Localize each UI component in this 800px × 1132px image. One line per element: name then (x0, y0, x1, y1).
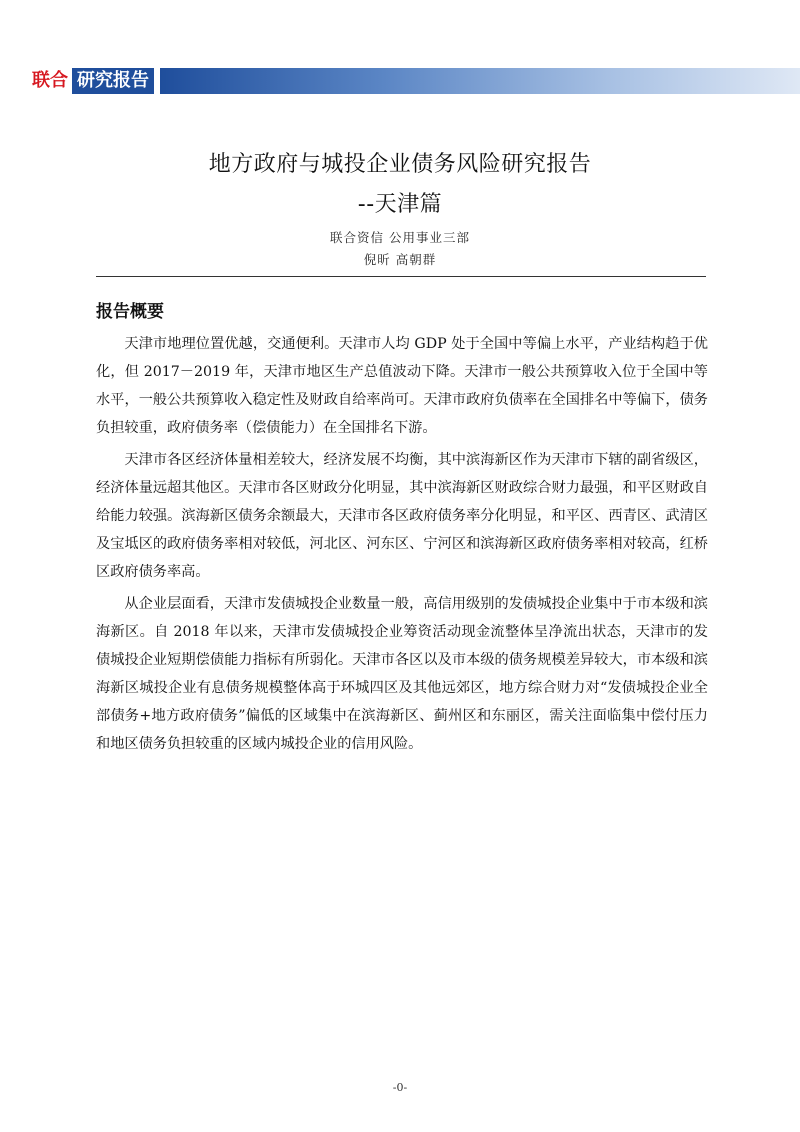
banner-gradient-bar (160, 68, 800, 94)
summary-paragraph-2: 天津市各区经济体量相差较大，经济发展不均衡，其中滨海新区作为天津市下辖的副省级区，经济体量远超其他区。天津市各区财政分化明显，其中滨海新区财政综合财力最强，和平区财政自给能力较强。滨海新区债务余额最大，天津市各区政府债务率分化明显，和平区、西青区、武清区及宝坻区的政府债务率相对较低，河北区、河东区、宁河区和滨海新区政府债务率相对较高，红桥区政府债务率高。 (96, 452, 708, 580)
report-banner (22, 67, 800, 95)
report-subtitle: --天津篇 (357, 192, 443, 217)
brand-name-left: 联合 (22, 67, 72, 95)
report-organization: 联合资信 公用事业三部 (330, 230, 470, 245)
section-heading: 报告概要 (96, 302, 164, 322)
summary-body (96, 330, 708, 762)
title-divider (96, 276, 706, 277)
summary-paragraph-1: 天津市地理位置优越，交通便利。天津市人均 GDP 处于全国中等偏上水平，产业结构趋于优化，但 2017－2019 年，天津市地区生产总值波动下降。天津市一般公共预算收入位于全国中等水平，一般公共预算收入稳定性及财政自给率尚可。天津市政府负债率在全国排名中等偏下，债务负担较重，政府债务率（偿债能力）在全国排名下游。 (96, 336, 708, 436)
brand-name-right: 研究报告 (72, 68, 154, 94)
summary-paragraph-3: 从企业层面看，天津市发债城投企业数量一般，高信用级别的发债城投企业集中于市本级和滨海新区。自 2018 年以来，天津市发债城投企业筹资活动现金流整体呈净流出状态，天津市的发债城投企业短期偿债能力指标有所弱化。天津市各区以及市本级的债务规模差异较大，市本级和滨海新区城投企业有息债务规模整体高于环城四区及其他远郊区，地方综合财力对“发债城投企业全部债务+地方政府债务”偏低的区域集中在滨海新区、蓟州区和东丽区，需关注面临集中偿付压力和地区债务负担较重的区域内城投企业的信用风险。 (96, 596, 708, 752)
report-title: 地方政府与城投企业债务风险研究报告 (208, 152, 592, 177)
page-number: -0- (392, 1081, 408, 1094)
report-authors: 倪昕 高朝群 (363, 252, 437, 267)
